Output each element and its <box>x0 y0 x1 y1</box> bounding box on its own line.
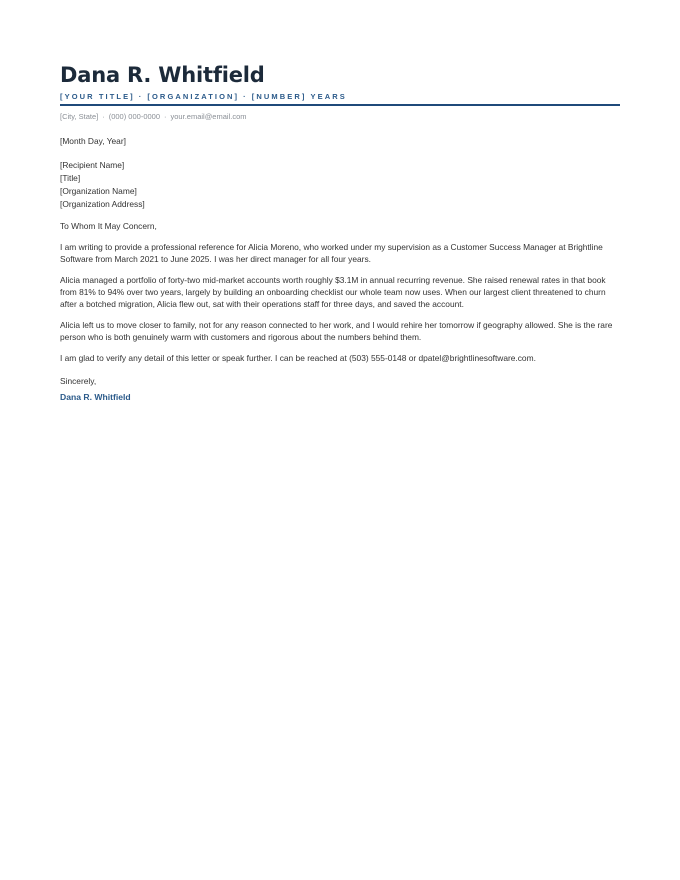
closing: Sincerely, <box>60 375 97 386</box>
contact-separator: · <box>164 112 167 121</box>
recipient-name: [Recipient Name] <box>60 159 125 170</box>
body-paragraph: I am writing to provide a professional reference for Alicia Moreno, who worked under my supervision as a Customer Success Manager at Brightline Software from March 2021 to June 2025. I was her direct manager for all four years. <box>60 242 603 264</box>
body-paragraph: Alicia left us to move closer to family, not for any reason connected to her work, and I would rehire her tomorrow if geography allowed. She is the rare person who is both genuinely warm with customers and rigorous about the numbers behind them. <box>60 320 613 342</box>
signature-name: Dana R. Whitfield <box>60 391 131 402</box>
contact-phone: (000) 000-0000 <box>108 112 161 121</box>
tagline-years: [NUMBER] YEARS <box>251 92 347 101</box>
tagline-title: [YOUR TITLE] <box>60 92 135 101</box>
recipient-organization: [Organization Name] <box>60 185 137 196</box>
tagline-organization: [ORGANIZATION] <box>147 92 240 101</box>
contact-location: [City, State] <box>60 112 99 121</box>
body-paragraph: I am glad to verify any detail of this letter or speak further. I can be reached at (503) 555-0148 or dpatel@brightlinesoftware.com. <box>60 353 536 364</box>
tagline <box>60 92 620 102</box>
letter-date: [Month Day, Year] <box>60 136 126 146</box>
letter-content <box>60 60 620 403</box>
author-name: Dana R. Whitfield <box>60 63 265 87</box>
salutation: To Whom It May Concern, <box>60 220 157 231</box>
header-divider <box>60 104 620 106</box>
contact-separator: · <box>102 112 105 121</box>
recipient-title: [Title] <box>60 172 81 183</box>
tagline-separator: · <box>243 92 248 101</box>
recipient-address: [Organization Address] <box>60 198 145 209</box>
contact-email: your.email@email.com <box>170 112 247 121</box>
recipient-block <box>60 159 620 211</box>
contact-line <box>60 112 620 122</box>
tagline-separator: · <box>138 92 144 101</box>
body-paragraph: Alicia managed a portfolio of forty-two mid-market accounts worth roughly $3.1M in annual recurring revenue. She raised renewal rates in that book from 81% to 94% over two years, largely by building an onboarding checklist our whole team now uses. When our largest client threatened to churn after a botched migration, Alicia flew out, sat with their operations staff for three days, and saved the account. <box>60 275 606 309</box>
